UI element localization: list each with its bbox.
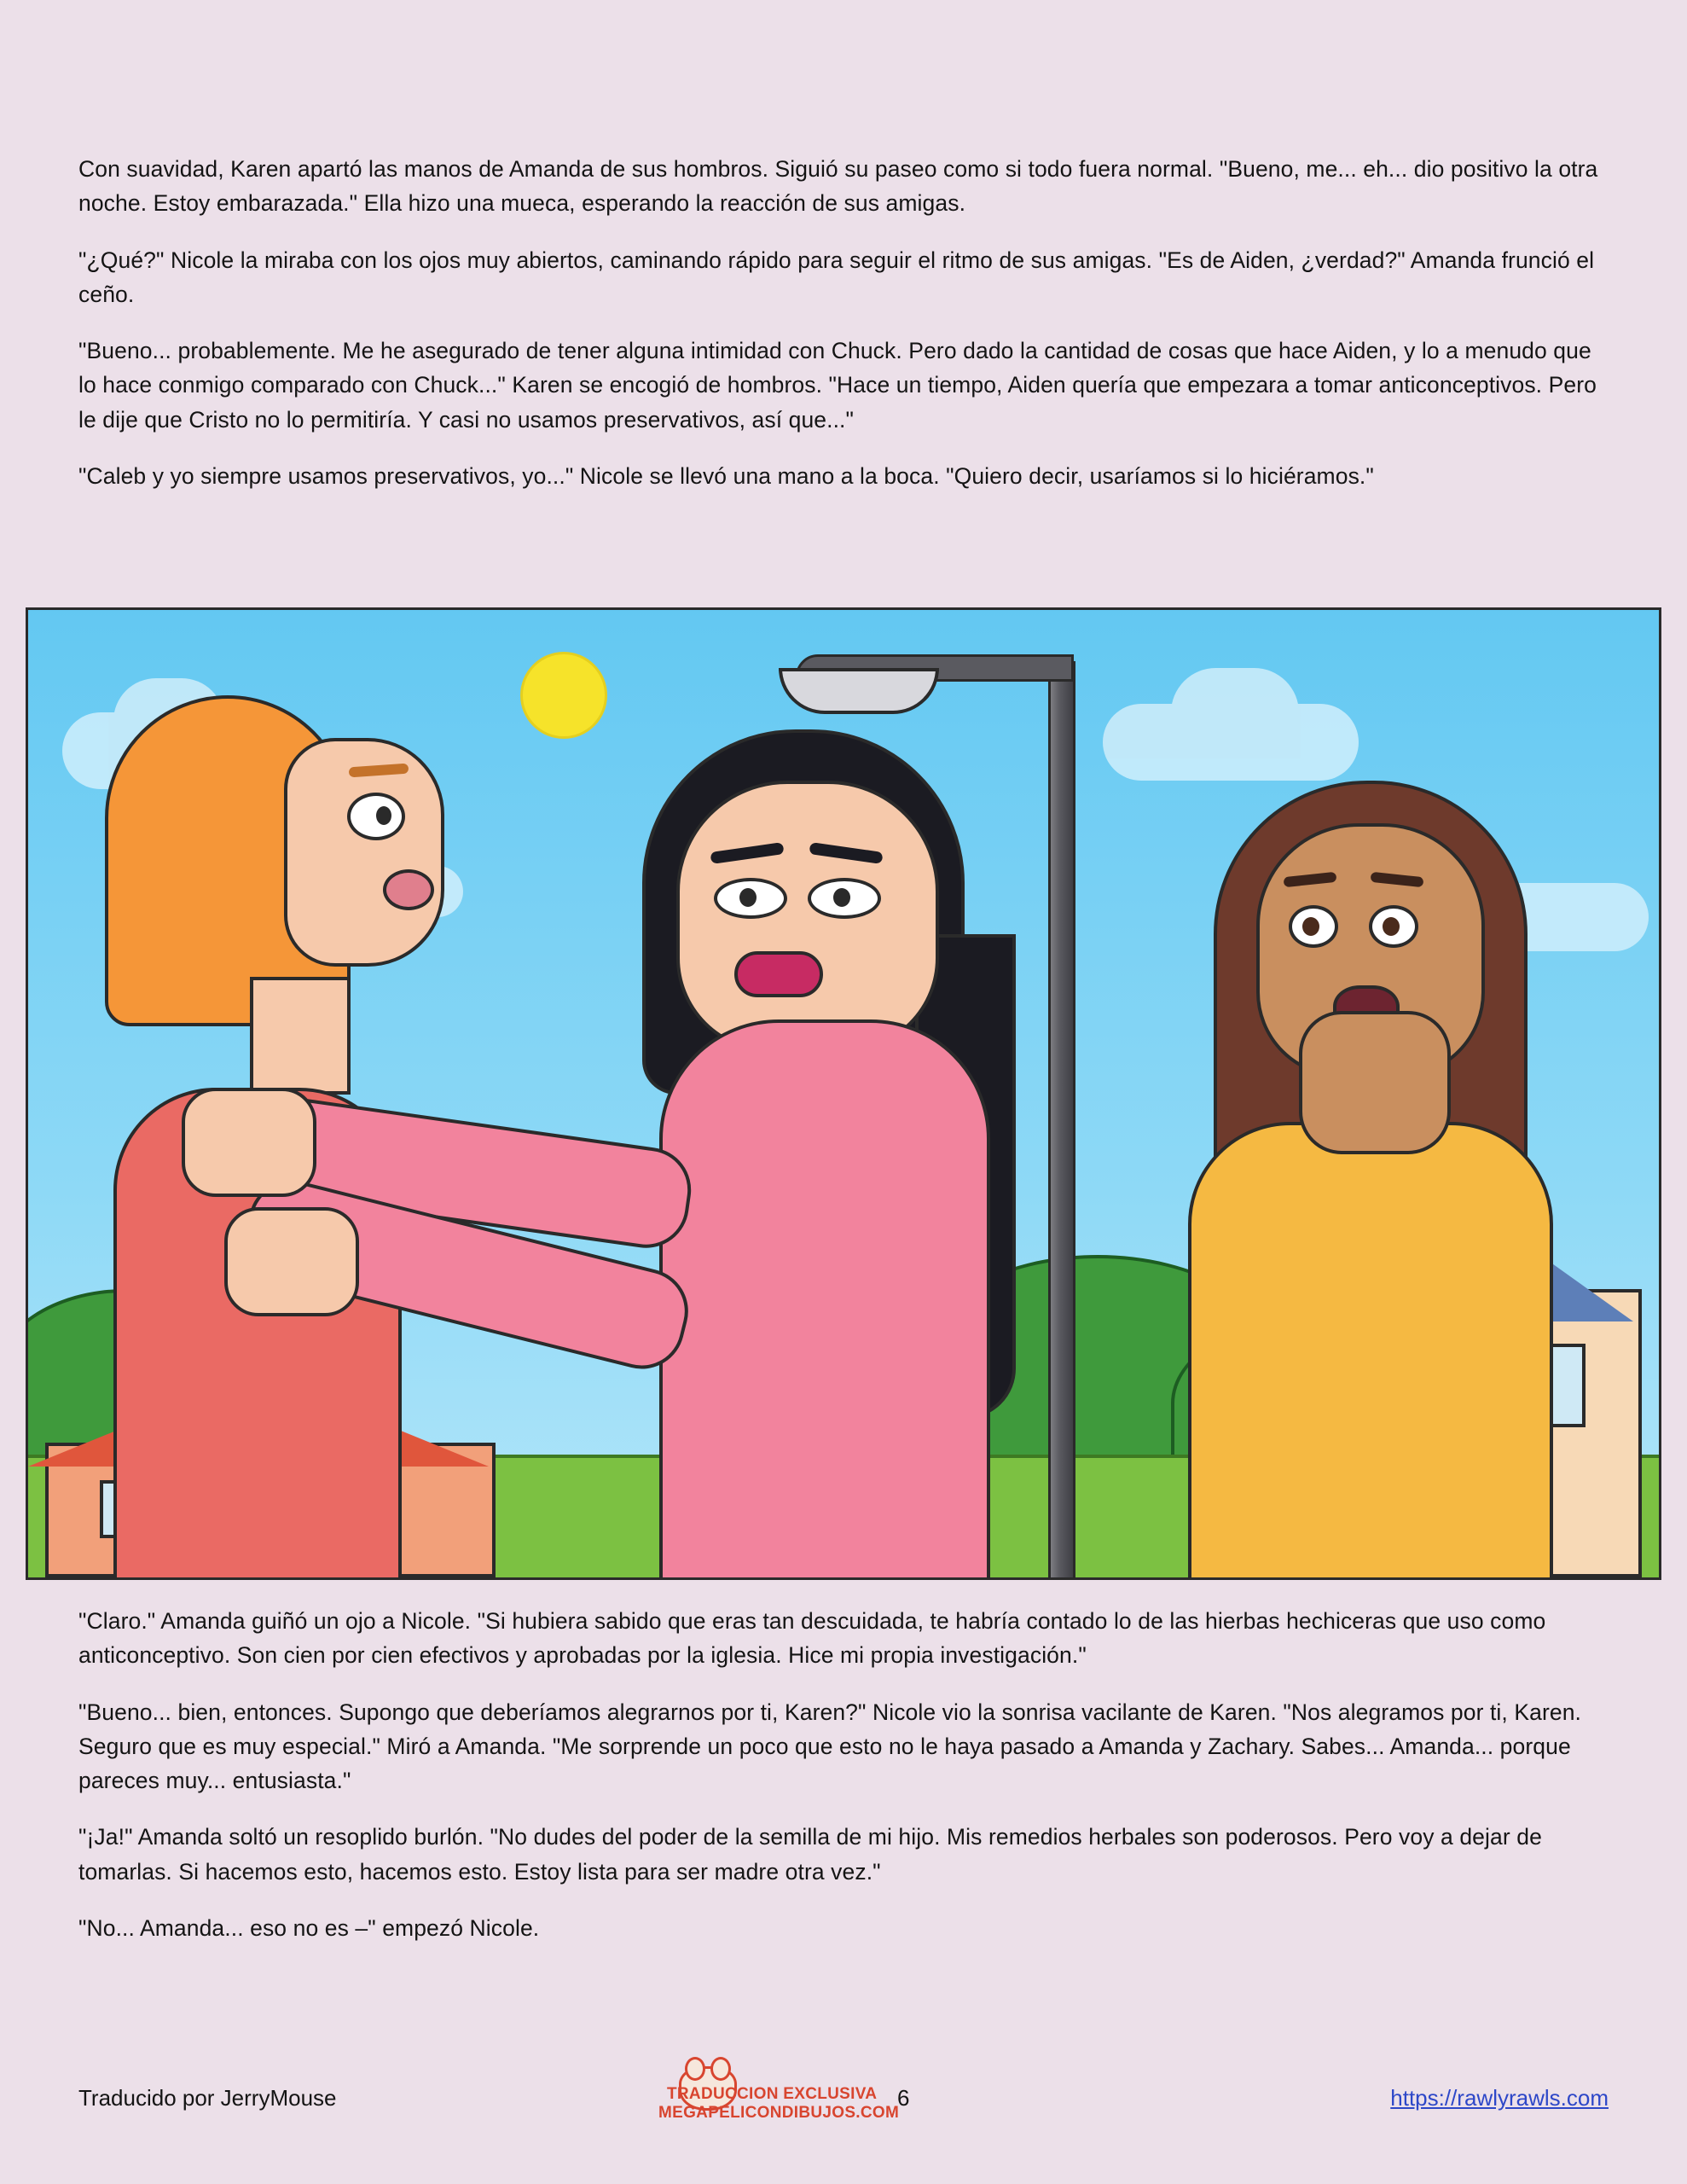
character-karen-face	[284, 738, 444, 967]
eye-icon	[1289, 905, 1338, 948]
eye-icon	[808, 878, 881, 919]
watermark-stamp	[658, 2066, 900, 2135]
paragraph: "Bueno... probablemente. Me he asegurado de tener alguna intimidad con Chuck. Pero dado la cantidad de cosas que hace Aiden, y lo a menudo que lo hace conmigo comparado con Chuck..." Karen se encogió de hombros. "Hace un tiempo, Aiden quería que empezara a tomar anticonceptivos. Pero le dije que Cristo no lo permitiría. Y casi no usamos preservativos, así que..."	[78, 338, 1597, 433]
eye-icon	[347, 793, 405, 840]
paragraph: "Caleb y yo siempre usamos preservativos, yo..." Nicole se llevó una mano a la boca. "Quiero decir, usaríamos si lo hiciéramos."	[78, 462, 1374, 489]
paragraph: "No... Amanda... eso no es –" empezó Nicole.	[78, 1914, 540, 1941]
character-karen-neck	[250, 977, 351, 1095]
watermark-line-1: TRADUCCION EXCLUSIVA	[667, 2085, 878, 2103]
character-amanda-face	[676, 781, 939, 1052]
eye-icon	[714, 878, 787, 919]
bottom-text-block	[78, 1604, 1614, 1967]
character-nicole-body	[1188, 1122, 1553, 1577]
paragraph: "Bueno... bien, entonces. Supongo que deberíamos alegrarnos por ti, Karen?" Nicole vio la sonrisa vacilante de Karen. "Nos alegramos por ti, Karen. Seguro que es muy especial." Miró a Amanda. "Me sorprende un poco que esto no le haya pasado a Amanda y Zachary. Sabes... Amanda... porque pareces muy... entusiasta."	[78, 1699, 1582, 1794]
comic-illustration	[28, 610, 1659, 1577]
cloud-icon	[1103, 704, 1359, 781]
eyebrow-icon	[809, 842, 883, 864]
top-text-block	[78, 152, 1614, 515]
page-number: 6	[897, 2085, 910, 2111]
street-lamp-pole	[1048, 661, 1075, 1577]
hand-on-shoulder	[224, 1207, 359, 1316]
street-lamp-head	[779, 668, 939, 714]
watermark-line-2: MEGAPELICONDIBUJOS.COM	[658, 2104, 900, 2122]
page-footer	[78, 2078, 1609, 2129]
eyebrow-icon	[1371, 872, 1424, 887]
eye-icon	[1369, 905, 1418, 948]
eyebrow-icon	[349, 764, 409, 778]
hand-on-shoulder	[182, 1088, 316, 1197]
page-bottom-margin	[0, 2153, 1687, 2184]
mouth-icon	[383, 869, 434, 910]
paragraph: "¡Ja!" Amanda soltó un resoplido burlón. "No dudes del poder de la semilla de mi hijo. Mis remedios herbales son poderosos. Pero voy a dejar de tomarlas. Si hacemos esto, hacemos esto. Estoy lista para ser madre otra vez."	[78, 1824, 1542, 1885]
character-amanda-body	[659, 1019, 990, 1577]
comic-panel	[26, 607, 1661, 1580]
site-link[interactable]: https://rawlyrawls.com	[1390, 2085, 1609, 2111]
eyebrow-icon	[1284, 872, 1337, 887]
translator-credit: Traducido por JerryMouse	[78, 2085, 337, 2111]
paragraph: "Claro." Amanda guiñó un ojo a Nicole. "Si hubiera sabido que eras tan descuidada, te habría contado lo de las hierbas hechiceras que uso como anticonceptivo. Son cien por cien efectivos y aprobadas por la iglesia. Hice mi propia investigación."	[78, 1608, 1546, 1669]
eyebrow-icon	[710, 842, 784, 864]
paragraph: Con suavidad, Karen apartó las manos de Amanda de sus hombros. Siguió su paseo como si todo fuera normal. "Bueno, me... eh... dio positivo la otra noche. Estoy embarazada." Ella hizo una mueca, esperando la reacción de sus amigas.	[78, 156, 1598, 217]
character-nicole-hands	[1299, 1011, 1451, 1154]
mouth-icon	[734, 951, 823, 997]
sun-icon	[523, 654, 605, 736]
paragraph: "¿Qué?" Nicole la miraba con los ojos muy abiertos, caminando rápido para seguir el ritmo de sus amigas. "Es de Aiden, ¿verdad?" Amanda frunció el ceño.	[78, 247, 1595, 307]
